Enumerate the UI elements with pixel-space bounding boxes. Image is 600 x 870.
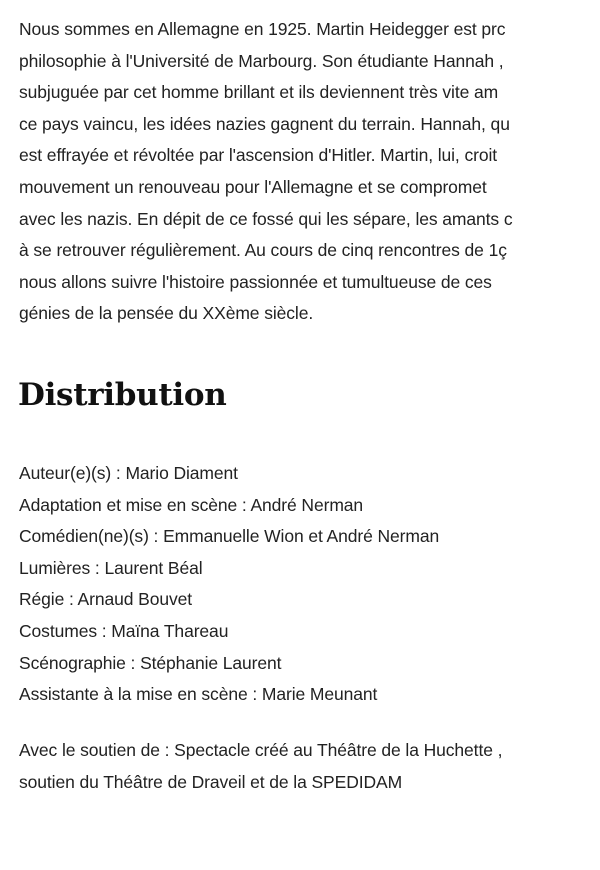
support-paragraph xyxy=(19,735,600,798)
synopsis-line: nous allons suivre l'histoire passionnée et tumultueuse de ces xyxy=(19,271,492,292)
credit-stage-management: Régie : Arnaud Bouvet xyxy=(19,589,193,610)
support-line: Avec le soutien de : Spectacle créé au Théâtre de la Huchette , xyxy=(19,740,503,760)
synopsis-line: philosophie à l'Université de Marbourg. Son étudiante Hannah , xyxy=(19,50,504,71)
support-line: soutien du Théâtre de Draveil et de la SPEDIDAM xyxy=(19,771,403,792)
credit-lighting: Lumières : Laurent Béal xyxy=(19,557,203,578)
credit-scenography: Scénographie : Stéphanie Laurent xyxy=(19,652,282,673)
synopsis-line: Nous sommes en Allemagne en 1925. Martin Heidegger est prc xyxy=(19,19,506,39)
distribution-heading: Distribution xyxy=(18,377,227,413)
credit-author: Auteur(e)(s) : Mario Diament xyxy=(19,463,238,483)
synopsis-line: à se retrouver régulièrement. Au cours de cinq rencontres de 1ç xyxy=(19,240,507,261)
credit-cast: Comédien(ne)(s) : Emmanuelle Wion et André Nerman xyxy=(19,526,440,547)
credits-list xyxy=(19,458,439,711)
synopsis-line: avec les nazis. En dépit de ce fossé qui les sépare, les amants c xyxy=(19,208,513,229)
credit-adaptation: Adaptation et mise en scène : André Nerman xyxy=(19,494,364,515)
synopsis-line: mouvement un renouveau pour l'Allemagne et se compromet xyxy=(19,176,487,197)
credit-assistant-director: Assistante à la mise en scène : Marie Meunant xyxy=(19,684,378,705)
synopsis-paragraph xyxy=(19,14,600,330)
synopsis-line: subjuguée par cet homme brillant et ils deviennent très vite am xyxy=(19,82,499,103)
synopsis-line: est effrayée et révoltée par l'ascension d'Hitler. Martin, lui, croit xyxy=(19,145,498,166)
synopsis-line: ce pays vaincu, les idées nazies gagnent du terrain. Hannah, qu xyxy=(19,113,510,134)
credit-costumes: Costumes : Maïna Thareau xyxy=(19,620,229,641)
synopsis-line: génies de la pensée du XXème siècle. xyxy=(19,303,314,324)
